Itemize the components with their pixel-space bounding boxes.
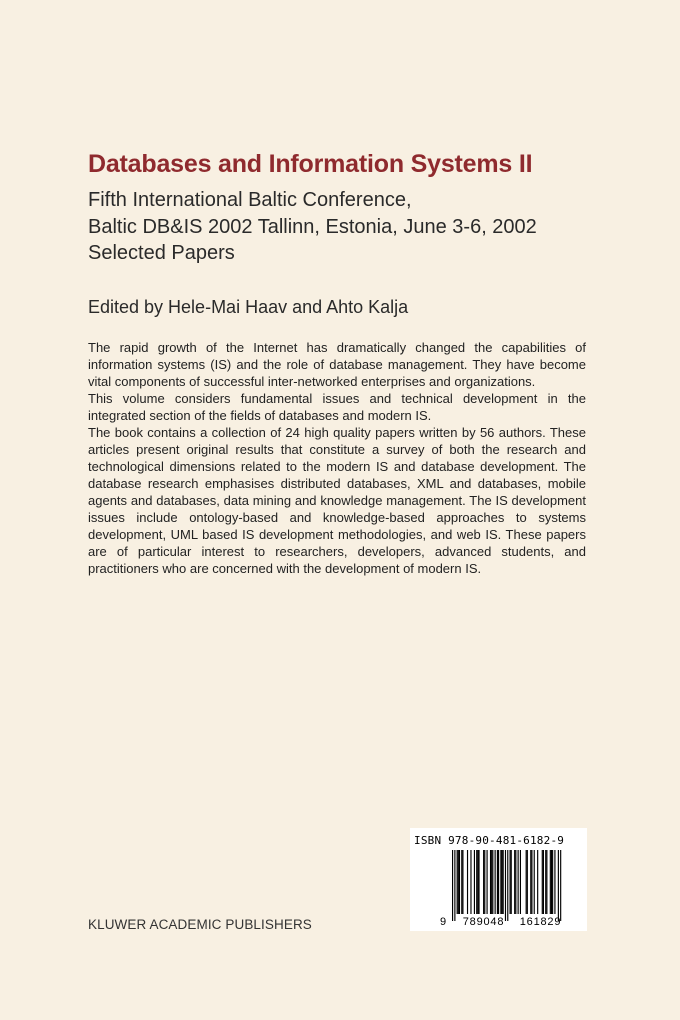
barcode-bar [554, 850, 555, 914]
book-title: Databases and Information Systems II [88, 150, 533, 178]
barcode-bar [551, 850, 552, 914]
barcode-bar [505, 850, 506, 921]
description-paragraph: The rapid growth of the Internet has dramatically changed the capabilities of information systems (IS) and the role of database management. They have become vital components of successful inter-networked enterprises and organizations. [88, 340, 586, 389]
barcode-bar [477, 850, 478, 914]
barcode-bar [543, 850, 544, 914]
ean-digits [410, 916, 587, 930]
barcode-bar [537, 850, 538, 914]
description-paragraph: The book contains a collection of 24 high quality papers written by 56 authors. These articles present original results that constitute a survey of both the research and technological dimensions related to the modern IS and database development. The database research emphasises distributed databases, XML and databases, mobile agents and databases, data mining and knowledge management. The IS development issues include ontology-based and knowledge-based approaches to systems development, UML based IS development methodologies, and web IS. These papers are of particular interest to researchers, developers, advanced students, and practitioners who are concerned with the development of modern IS. [88, 425, 586, 576]
barcode-bar [458, 850, 459, 914]
barcode-bar [492, 850, 493, 914]
barcode-bar [470, 850, 471, 914]
barcode-bar [462, 850, 463, 914]
barcode-bar [527, 850, 528, 914]
barcode-bar [457, 850, 458, 914]
description-text [88, 339, 586, 577]
isbn-label: ISBN 978-90-481-6182-9 [414, 834, 565, 847]
barcode-bar [534, 850, 535, 914]
barcode-bar [500, 850, 501, 914]
barcode-bar [452, 850, 453, 921]
barcode-bar [498, 850, 499, 914]
publisher-name: KLUWER ACADEMIC PUBLISHERS [88, 917, 312, 932]
barcode-bar [507, 850, 508, 921]
isbn-barcode-block [410, 828, 587, 931]
barcode-bar [526, 850, 527, 914]
barcode-bar [511, 850, 512, 914]
barcode-bar [461, 850, 462, 914]
ean-right-digits: 161829 [519, 916, 562, 928]
barcode-bar [501, 850, 502, 914]
barcode-bar [503, 850, 504, 914]
barcode-bar [476, 850, 477, 914]
description-paragraph: This volume considers fundamental issues and technical development in the integrated section of the fields of databases and modern IS. [88, 391, 586, 423]
barcode-bar [490, 850, 491, 914]
barcode-bar [491, 850, 492, 914]
barcode-bar [484, 850, 485, 914]
barcode-bar [487, 850, 488, 914]
barcode-bar [518, 850, 519, 914]
subtitle-line: Fifth International Baltic Conference, [88, 189, 412, 211]
barcode-bar [552, 850, 553, 914]
subtitle-line: Baltic DB&IS 2002 Tallinn, Estonia, June 3-6, 2002 [88, 215, 537, 238]
barcode-bar [558, 850, 559, 921]
book-subtitle [88, 187, 608, 267]
barcode-bar [474, 850, 475, 914]
barcode-bar [497, 850, 498, 914]
barcode-bar [478, 850, 479, 914]
barcode-bar [530, 850, 531, 914]
barcode-bar [495, 850, 496, 914]
barcode-bar [520, 850, 521, 914]
barcode-bar [560, 850, 561, 921]
barcode-bar [515, 850, 516, 914]
barcode-bar [454, 850, 455, 921]
barcode-bar [459, 850, 460, 914]
ean-first-digit: 9 [440, 916, 447, 928]
barcode-bar [546, 850, 547, 914]
barcode-bar [531, 850, 532, 914]
editors-line: Edited by Hele-Mai Haav and Ahto Kalja [88, 297, 409, 317]
barcode-bar [542, 850, 543, 914]
barcode-bar [514, 850, 515, 914]
ean-left-digits: 789048 [462, 916, 505, 928]
barcode-bar [510, 850, 511, 914]
barcode-bar [545, 850, 546, 914]
subtitle-line: Selected Papers [88, 242, 235, 264]
barcode-bar [550, 850, 551, 914]
barcode-bar [467, 850, 468, 914]
barcode-bar [483, 850, 484, 914]
